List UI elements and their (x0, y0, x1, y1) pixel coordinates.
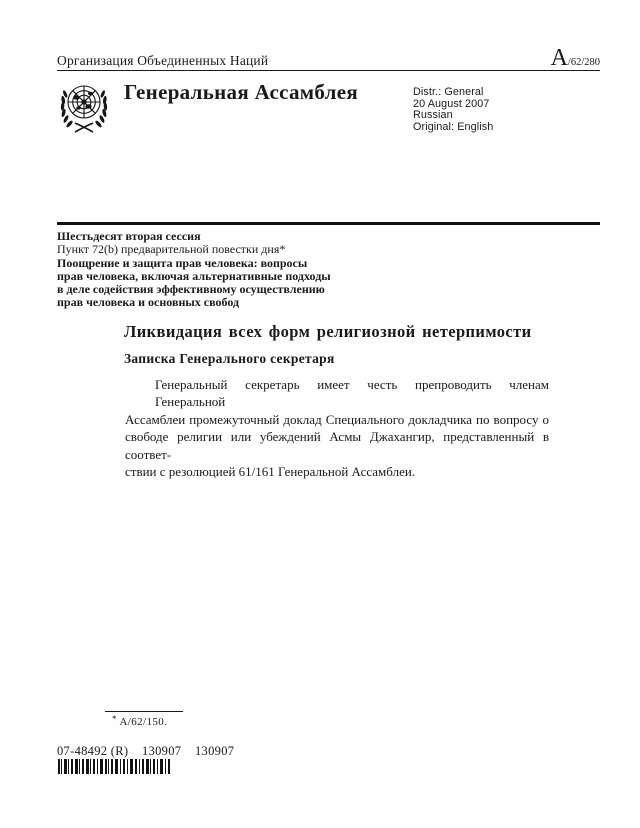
agenda-item: Пункт 72(b) предварительной повестки дня* (57, 242, 286, 257)
header-thick-rule (57, 222, 600, 225)
paragraph-line: свободе религии или убеждений Асмы Джахангир, представленный в соответ- (125, 429, 549, 462)
document-id: 07-48492 (R) 130907 130907 (57, 744, 235, 758)
paragraph-line: Генеральный секретарь имеет честь препроводить членам Генеральной (155, 377, 549, 410)
paragraph-line: ствии с резолюцией 61/161 Генеральной Ассамблеи. (125, 464, 416, 480)
paragraph-line: Ассамблеи промежуточный доклад Специального докладчика по вопросу о (125, 411, 549, 427)
footnote-marker: * (112, 714, 117, 724)
barcode (58, 759, 170, 779)
assembly-title: Генеральная Ассамблея (124, 80, 359, 104)
document-title: Ликвидация всех форм религиозной нетерпимости (124, 322, 532, 341)
header-thin-rule (57, 70, 600, 71)
document-subtitle: Записка Генерального секретаря (124, 351, 335, 366)
footnote-rule (105, 711, 183, 712)
agenda-title-line: прав человека, включая альтернативные подходы (57, 268, 331, 283)
distr-original: Original: English (413, 120, 494, 133)
distribution-block (413, 87, 493, 133)
document-symbol-letter: A (550, 45, 568, 71)
agenda-title-line: в деле содействия эффективному осуществлению (57, 282, 325, 297)
agenda-title-line: прав человека и основных свобод (57, 295, 240, 310)
header-top-row (57, 46, 600, 70)
un-emblem-icon (57, 78, 111, 143)
footnote-text: A/62/150. (119, 716, 168, 728)
distr-date: 20 August 2007 (413, 97, 490, 110)
distr-language: Russian (413, 109, 453, 122)
org-name: Организация Объединенных Наций (57, 53, 269, 68)
document-symbol (551, 46, 600, 70)
agenda-title-line: Поощрение и защита прав человека: вопросы (57, 255, 308, 270)
distr-line: Distr.: General (413, 86, 484, 98)
session-block (57, 230, 331, 310)
body-paragraph (125, 376, 549, 480)
session-number: Шестьдесят вторая сессия (57, 229, 201, 243)
footnote (112, 714, 167, 728)
document-symbol-number: /62/280 (567, 57, 600, 68)
